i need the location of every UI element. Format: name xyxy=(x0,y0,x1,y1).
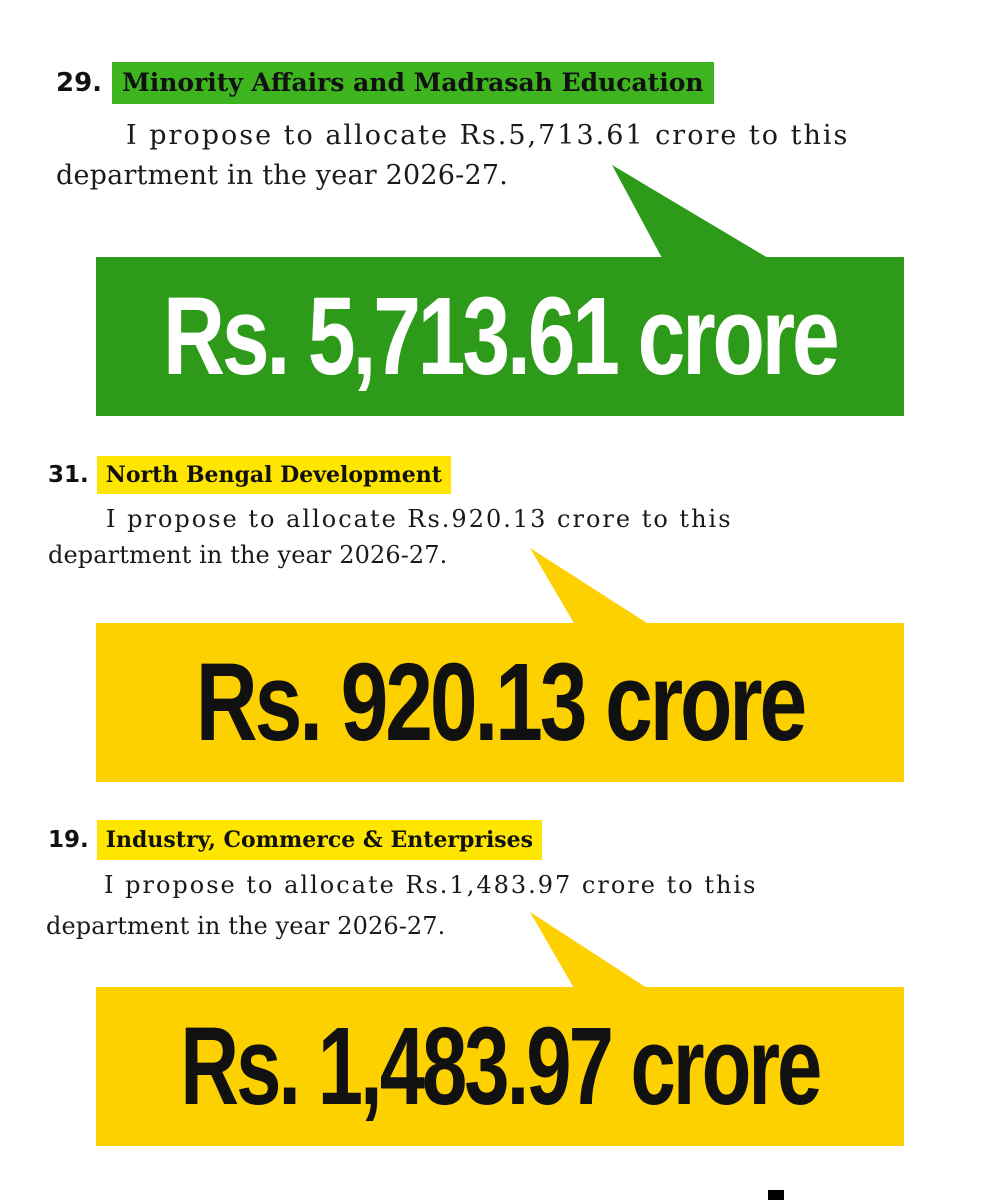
section-number: 29. xyxy=(56,68,103,98)
section-title: North Bengal Development xyxy=(97,456,451,494)
section-title: Industry, Commerce & Enterprises xyxy=(97,820,542,860)
amount-callout-box xyxy=(96,987,904,1146)
allocation-text-line-2: department in the year 2026-27. xyxy=(56,160,509,191)
allocation-text-line-2: department in the year 2026-27. xyxy=(46,912,446,940)
section-title: Minority Affairs and Madrasah Education xyxy=(112,62,714,104)
allocation-text-line-2: department in the year 2026-27. xyxy=(48,541,448,569)
amount-text: Rs. 5,713.61 crore xyxy=(163,275,837,398)
callout-pointer-shape xyxy=(530,912,650,990)
section-number: 19. xyxy=(48,827,89,853)
page-edge-mark xyxy=(768,1190,784,1200)
section-heading xyxy=(48,820,542,860)
allocation-text-line-1: I propose to allocate Rs.1,483.97 crore to this xyxy=(104,871,758,899)
amount-text: Rs. 920.13 crore xyxy=(195,641,805,764)
allocation-text-line-1: I propose to allocate Rs.920.13 crore to this xyxy=(106,505,733,533)
amount-text: Rs. 1,483.97 crore xyxy=(180,1005,820,1128)
section-number: 31. xyxy=(48,462,89,488)
allocation-text-line-1: I propose to allocate Rs.5,713.61 crore to this xyxy=(126,120,850,151)
